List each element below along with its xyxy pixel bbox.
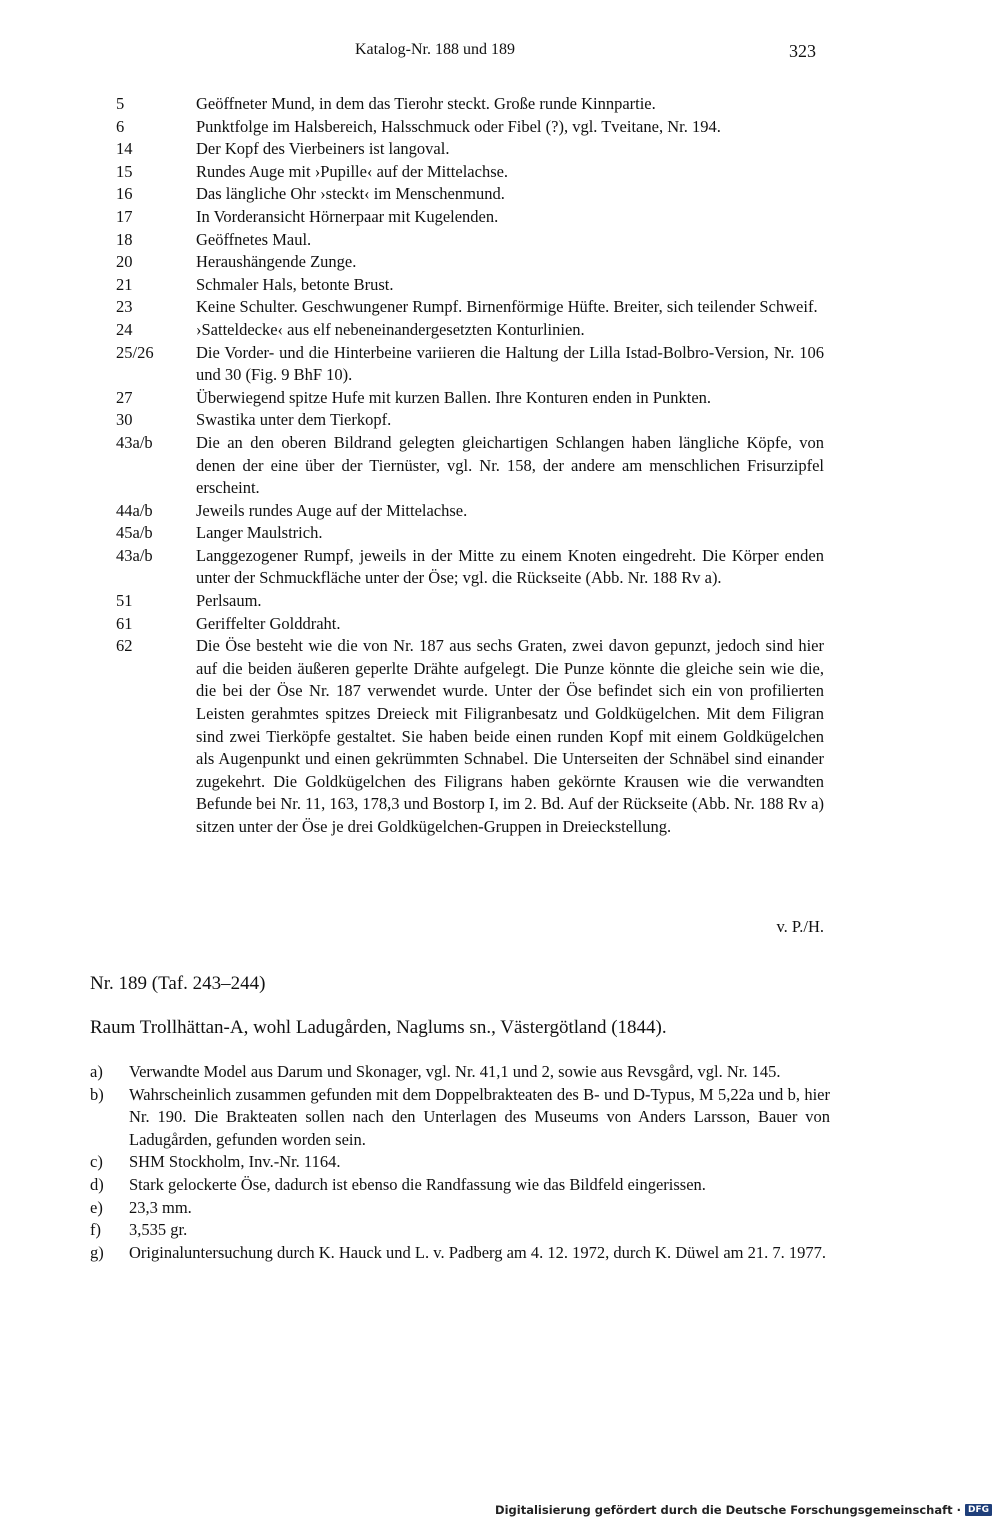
- note-text: Die an den oberen Bildrand gelegten gleichartigen Schlangen haben längliche Köpfe, von denen der eine über der Tiernüster, vgl. Nr. 158, der andere am menschlichen Frisurzipfel erscheint.: [196, 432, 824, 498]
- note-text: Heraushängende Zunge.: [196, 252, 357, 272]
- entry-item-label: b): [90, 1084, 104, 1104]
- note-text: Schmaler Hals, betonte Brust.: [196, 274, 394, 294]
- note-number: 44a/b: [116, 500, 153, 520]
- note-text: Keine Schulter. Geschwungener Rumpf. Birnenförmige Hüfte. Breiter, sich teilender Schweif.: [196, 297, 818, 317]
- digitization-footer: [495, 1503, 992, 1517]
- entry-item-label: e): [90, 1197, 103, 1217]
- entry-item-text: SHM Stockholm, Inv.-Nr. 1164.: [129, 1152, 341, 1172]
- note-number: 16: [116, 184, 133, 204]
- note-text: Punktfolge im Halsbereich, Halsschmuck oder Fibel (?), vgl. Tveitane, Nr. 194.: [196, 116, 721, 136]
- note-number: 6: [116, 116, 125, 136]
- note-number: 17: [116, 206, 133, 226]
- entry-item-label: f): [90, 1220, 101, 1240]
- note-number: 14: [116, 139, 133, 159]
- running-header: [0, 41, 1000, 65]
- note-item: [116, 138, 824, 161]
- entry-item-label: a): [90, 1062, 103, 1081]
- entry-item-label: g): [90, 1242, 104, 1262]
- entry-item-text: Verwandte Model aus Darum und Skonager, vgl. Nr. 41,1 und 2, sowie aus Revsgård, vgl. Nr. 145.: [129, 1062, 781, 1081]
- entry-item: [90, 1197, 830, 1220]
- note-text: ›Satteldecke‹ aus elf nebeneinandergesetzten Konturlinien.: [196, 319, 585, 339]
- note-number: 20: [116, 252, 133, 272]
- entry-item-text: Originaluntersuchung durch K. Hauck und L. v. Padberg am 4. 12. 1972, durch K. Düwel am 21. 7. 1977.: [129, 1242, 826, 1262]
- note-number: 5: [116, 94, 125, 113]
- entry-item-text: 23,3 mm.: [129, 1197, 192, 1217]
- note-number: 43a/b: [116, 432, 153, 452]
- note-text: Langgezogener Rumpf, jeweils in der Mitte zu einem Knoten eingedreht. Die Körper enden unter der Schmuckfläche unter der Öse; vgl. die Rückseite (Abb. Nr. 188 Rv a).: [196, 545, 824, 588]
- note-text: Geriffelter Golddraht.: [196, 613, 341, 633]
- page-number: 323: [789, 41, 816, 61]
- note-number: 15: [116, 161, 133, 181]
- note-item: [116, 522, 824, 545]
- note-text: In Vorderansicht Hörnerpaar mit Kugelenden.: [196, 206, 499, 226]
- entry-item-label: d): [90, 1174, 104, 1194]
- note-text: Geöffneter Mund, in dem das Tierohr steckt. Große runde Kinnpartie.: [196, 94, 656, 113]
- find-place: Raum Trollhättan-A, wohl Ladugården, Naglums sn., Västergötland (1844).: [90, 1017, 667, 1038]
- note-number: 21: [116, 274, 133, 294]
- note-number: 51: [116, 591, 133, 611]
- note-item: [116, 319, 824, 342]
- entry-item-text: 3,535 gr.: [129, 1220, 188, 1240]
- note-text: Das längliche Ohr ›steckt‹ im Menschenmund.: [196, 184, 505, 204]
- note-text: Jeweils rundes Auge auf der Mittelachse.: [196, 500, 468, 520]
- note-number: 62: [116, 636, 133, 656]
- note-text: Die Vorder- und die Hinterbeine variieren die Haltung der Lilla Istad-Bolbro-Version, Nr. 106 und 30 (Fig. 9 BhF 10).: [196, 342, 824, 385]
- entry-item-label: c): [90, 1152, 103, 1172]
- note-item: [116, 613, 824, 636]
- note-number: 24: [116, 319, 133, 339]
- footer-text: Digitalisierung gefördert durch die Deutsche Forschungsgemeinschaft ·: [495, 1503, 961, 1517]
- note-text: Die Öse besteht wie die von Nr. 187 aus sechs Graten, zwei davon gepunzt, jedoch sind hier auf die beiden äußeren geperlte Drähte aufgelegt. Die Punze könnte die gleiche sein wie die, die bei der Öse Nr. 187 verwendet wurde. Unter der Öse befindet sich ein von profilierten Leisten gerahmtes spitzes Dreieck mit Filigranbesatz und Goldkügelchen. Mit dem Filigran sind zwei Tierköpfe gestaltet. Sie haben beide einen runden Kopf mit einem Goldkügelchen als Augenpunkt und einen gekrümmten Schnabel. Die Unterseiten der Schnäbel sind einander zugekehrt. Die Goldkügelchen des Filigrans haben gekörnte Krausen wie die verwandten Befunde bei Nr. 11, 163, 178,3 und Bostorp I, im 2. Bd. Auf der Rückseite (Abb. Nr. 188 Rv a) sitzen unter der Öse je drei Goldkügelchen-Gruppen in Dreieckstellung.: [196, 636, 824, 836]
- entry-items: [90, 1061, 830, 1264]
- entry-item: [90, 1242, 830, 1265]
- author-signature: v. P./H.: [776, 917, 824, 936]
- note-item: [116, 93, 824, 116]
- entry-item-text: Stark gelockerte Öse, dadurch ist ebenso die Randfassung wie das Bildfeld eingerissen.: [129, 1174, 706, 1194]
- note-text: Rundes Auge mit ›Pupille‹ auf der Mittelachse.: [196, 161, 509, 181]
- note-item: [116, 206, 824, 229]
- entry-item: [90, 1061, 830, 1084]
- entry-item-text: Wahrscheinlich zusammen gefunden mit dem Doppelbrakteaten des B- und D-Typus, M 5,22a und b, hier Nr. 190. Die Brakteaten sollen nach den Unterlagen des Museums von Anders Larsson, Bauer von Ladugården, gefunden worden sein.: [129, 1084, 830, 1149]
- note-text: Überwiegend spitze Hufe mit kurzen Ballen. Ihre Konturen enden in Punkten.: [196, 387, 712, 407]
- note-item: [116, 342, 824, 387]
- catalog-entry-heading: Nr. 189 (Taf. 243–244): [90, 973, 266, 994]
- note-number: 45a/b: [116, 523, 153, 543]
- note-item: [116, 116, 824, 139]
- note-item: [116, 229, 824, 252]
- note-item: [116, 183, 824, 206]
- entry-item: [90, 1151, 830, 1174]
- note-text: Perlsaum.: [196, 591, 262, 611]
- running-title: Katalog-Nr. 188 und 189: [355, 41, 515, 58]
- note-item: [116, 296, 824, 319]
- note-text: Swastika unter dem Tierkopf.: [196, 410, 392, 430]
- entry-item: [90, 1174, 830, 1197]
- dfg-logo-icon: DFG: [965, 1504, 992, 1516]
- note-text: Der Kopf des Vierbeiners ist langoval.: [196, 139, 450, 159]
- note-number: 61: [116, 613, 133, 633]
- note-item: [116, 545, 824, 590]
- note-text: Geöffnetes Maul.: [196, 229, 312, 249]
- note-item: [116, 387, 824, 410]
- note-number: 43a/b: [116, 545, 153, 565]
- note-number: 18: [116, 229, 133, 249]
- note-item: [116, 432, 824, 500]
- entry-item: [90, 1084, 830, 1152]
- note-item: [116, 500, 824, 523]
- note-item: [116, 251, 824, 274]
- note-number: 25/26: [116, 342, 154, 362]
- note-text: Langer Maulstrich.: [196, 523, 323, 543]
- note-item: [116, 409, 824, 432]
- commentary-notes: [116, 93, 824, 839]
- entry-item: [90, 1219, 830, 1242]
- note-number: 30: [116, 410, 133, 430]
- note-item: [116, 274, 824, 297]
- note-number: 23: [116, 297, 133, 317]
- note-item: [116, 635, 824, 838]
- note-number: 27: [116, 387, 133, 407]
- note-item: [116, 161, 824, 184]
- note-item: [116, 590, 824, 613]
